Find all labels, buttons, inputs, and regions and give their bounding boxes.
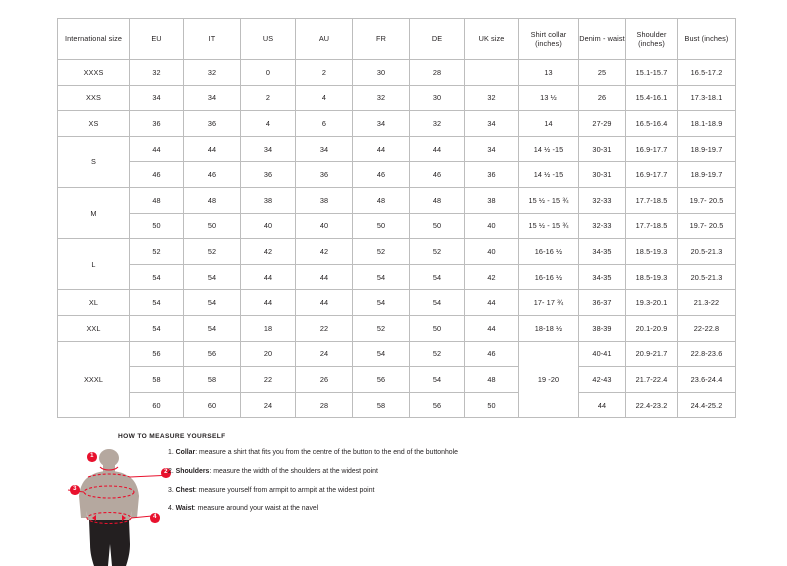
body-measurement-illustration: [60, 448, 165, 566]
instruction-text: : measure around your waist at the navel: [193, 505, 319, 513]
column-header-denim-waist: Denim - waist: [579, 19, 626, 60]
cell-shoulder: 18.5-19.3: [626, 264, 678, 290]
cell-au: 44: [296, 264, 353, 290]
cell-fr: 32: [353, 85, 410, 111]
instruction-text: : measure yourself from armpit to armpit at the widest point: [194, 486, 375, 494]
column-header-shoulder: Shoulder (inches): [626, 19, 678, 60]
table-row: [58, 290, 736, 316]
measure-instruction: [168, 505, 668, 513]
cell-eu: 46: [130, 162, 184, 188]
cell-au: 40: [296, 213, 353, 239]
cell-fr: 44: [353, 136, 410, 162]
column-header-fr: FR: [353, 19, 410, 60]
cell-de: 32: [410, 111, 465, 137]
cell-shoulder: 16.9-17.7: [626, 162, 678, 188]
cell-bust: 24.4-25.2: [678, 392, 736, 418]
cell-us: 24: [241, 392, 296, 418]
column-header-us: US: [241, 19, 296, 60]
cell-collar: 13 ½: [519, 85, 579, 111]
cell-denim: 40-41: [579, 341, 626, 367]
cell-bust: 22.8-23.6: [678, 341, 736, 367]
cell-international-size: XXXL: [58, 341, 130, 418]
cell-fr: 54: [353, 341, 410, 367]
cell-de: 44: [410, 136, 465, 162]
table-row: [58, 85, 736, 111]
cell-de: 30: [410, 85, 465, 111]
cell-de: 54: [410, 367, 465, 393]
callout-4: 4: [150, 513, 160, 523]
cell-denim: 42-43: [579, 367, 626, 393]
cell-it: 46: [184, 162, 241, 188]
cell-denim: 27-29: [579, 111, 626, 137]
cell-international-size: XXL: [58, 315, 130, 341]
cell-uk: 34: [465, 111, 519, 137]
cell-it: 32: [184, 60, 241, 86]
cell-de: 52: [410, 341, 465, 367]
cell-us: 38: [241, 187, 296, 213]
cell-de: 50: [410, 213, 465, 239]
measure-instruction: [168, 468, 668, 476]
cell-it: 36: [184, 111, 241, 137]
cell-uk: 40: [465, 213, 519, 239]
cell-fr: 58: [353, 392, 410, 418]
column-header-uk-size: UK size: [465, 19, 519, 60]
column-header-it: IT: [184, 19, 241, 60]
cell-fr: 34: [353, 111, 410, 137]
measure-instruction: [168, 487, 668, 495]
cell-au: 38: [296, 187, 353, 213]
cell-denim: 25: [579, 60, 626, 86]
how-to-measure-title: HOW TO MEASURE YOURSELF: [118, 433, 226, 440]
cell-de: 54: [410, 264, 465, 290]
cell-us: 18: [241, 315, 296, 341]
table-row: [58, 60, 736, 86]
cell-bust: 17.3-18.1: [678, 85, 736, 111]
cell-collar: 13: [519, 60, 579, 86]
cell-us: 0: [241, 60, 296, 86]
table-row: [58, 392, 736, 418]
cell-us: 40: [241, 213, 296, 239]
cell-au: 26: [296, 367, 353, 393]
cell-de: 54: [410, 290, 465, 316]
cell-denim: 34-35: [579, 264, 626, 290]
cell-denim: 30-31: [579, 136, 626, 162]
table-row: [58, 367, 736, 393]
cell-eu: 36: [130, 111, 184, 137]
cell-eu: 32: [130, 60, 184, 86]
cell-it: 52: [184, 239, 241, 265]
cell-au: 2: [296, 60, 353, 86]
table-row: [58, 162, 736, 188]
cell-us: 34: [241, 136, 296, 162]
cell-bust: 20.5-21.3: [678, 239, 736, 265]
instruction-text: : measure a shirt that fits you from the centre of the button to the end of the buttonhole: [195, 449, 458, 456]
cell-it: 48: [184, 187, 241, 213]
cell-us: 20: [241, 341, 296, 367]
cell-fr: 46: [353, 162, 410, 188]
table-row: [58, 187, 736, 213]
cell-au: 22: [296, 315, 353, 341]
cell-shoulder: 21.7-22.4: [626, 367, 678, 393]
cell-us: 42: [241, 239, 296, 265]
cell-it: 44: [184, 136, 241, 162]
cell-de: 28: [410, 60, 465, 86]
cell-eu: 34: [130, 85, 184, 111]
column-header-au: AU: [296, 19, 353, 60]
figure-svg: [60, 448, 165, 566]
cell-it: 56: [184, 341, 241, 367]
cell-shoulder: 17.7-18.5: [626, 213, 678, 239]
cell-uk: 40: [465, 239, 519, 265]
cell-uk: 32: [465, 85, 519, 111]
cell-au: 6: [296, 111, 353, 137]
cell-international-size: XXXS: [58, 60, 130, 86]
callout-2: 2: [161, 468, 171, 478]
column-header-de: DE: [410, 19, 465, 60]
instruction-number: 3.: [168, 486, 174, 494]
cell-it: 60: [184, 392, 241, 418]
instruction-text: : measure the width of the shoulders at the widest point: [209, 467, 378, 475]
cell-de: 56: [410, 392, 465, 418]
cell-shoulder: 15.1-15.7: [626, 60, 678, 86]
cell-international-size: L: [58, 239, 130, 290]
cell-shoulder: 15.4-16.1: [626, 85, 678, 111]
cell-uk: 48: [465, 367, 519, 393]
cell-collar: 16-16 ½: [519, 264, 579, 290]
instruction-term: Chest: [175, 486, 195, 494]
cell-collar: 15 ½ - 15 ¾: [519, 213, 579, 239]
cell-it: 58: [184, 367, 241, 393]
cell-us: 4: [241, 111, 296, 137]
cell-uk: [465, 60, 519, 86]
cell-international-size: M: [58, 187, 130, 238]
cell-shoulder: 20.1-20.9: [626, 315, 678, 341]
cell-bust: 19.7- 20.5: [678, 213, 736, 239]
callout-1: 1: [87, 452, 97, 462]
cell-au: 44: [296, 290, 353, 316]
cell-bust: 18.1-18.9: [678, 111, 736, 137]
cell-denim: 32-33: [579, 213, 626, 239]
cell-fr: 52: [353, 315, 410, 341]
cell-denim: 36-37: [579, 290, 626, 316]
cell-collar: 19 -20: [519, 341, 579, 418]
instruction-term: Collar: [175, 449, 196, 456]
cell-uk: 34: [465, 136, 519, 162]
cell-shoulder: 19.3-20.1: [626, 290, 678, 316]
cell-it: 54: [184, 315, 241, 341]
cell-shoulder: 22.4-23.2: [626, 392, 678, 418]
measure-instruction: [168, 449, 668, 457]
cell-fr: 52: [353, 239, 410, 265]
cell-shoulder: 17.7-18.5: [626, 187, 678, 213]
cell-bust: 16.5-17.2: [678, 60, 736, 86]
cell-uk: 38: [465, 187, 519, 213]
cell-it: 50: [184, 213, 241, 239]
cell-collar: 14 ½ -15: [519, 136, 579, 162]
cell-us: 36: [241, 162, 296, 188]
cell-denim: 32-33: [579, 187, 626, 213]
cell-eu: 56: [130, 341, 184, 367]
cell-denim: 30-31: [579, 162, 626, 188]
cell-uk: 36: [465, 162, 519, 188]
table-header-row: [58, 19, 736, 60]
cell-bust: 19.7- 20.5: [678, 187, 736, 213]
cell-bust: 23.6-24.4: [678, 367, 736, 393]
cell-denim: 38-39: [579, 315, 626, 341]
cell-it: 54: [184, 290, 241, 316]
cell-au: 34: [296, 136, 353, 162]
cell-au: 4: [296, 85, 353, 111]
cell-fr: 50: [353, 213, 410, 239]
instruction-term: Shoulders: [175, 467, 210, 475]
cell-collar: 17- 17 ¾: [519, 290, 579, 316]
cell-collar: 15 ½ - 15 ¾: [519, 187, 579, 213]
instruction-number: 2.: [168, 467, 174, 475]
cell-eu: 60: [130, 392, 184, 418]
table-row: [58, 239, 736, 265]
callout-3: 3: [70, 485, 80, 495]
cell-uk: 44: [465, 315, 519, 341]
cell-fr: 54: [353, 290, 410, 316]
cell-international-size: XXS: [58, 85, 130, 111]
cell-bust: 20.5-21.3: [678, 264, 736, 290]
cell-us: 44: [241, 290, 296, 316]
cell-us: 2: [241, 85, 296, 111]
cell-uk: 44: [465, 290, 519, 316]
cell-eu: 44: [130, 136, 184, 162]
table-row: [58, 341, 736, 367]
cell-eu: 48: [130, 187, 184, 213]
cell-collar: 18-18 ½: [519, 315, 579, 341]
instruction-term: Waist: [175, 505, 194, 513]
table-row: [58, 264, 736, 290]
table-row: [58, 213, 736, 239]
cell-de: 52: [410, 239, 465, 265]
cell-de: 46: [410, 162, 465, 188]
cell-uk: 50: [465, 392, 519, 418]
cell-bust: 18.9-19.7: [678, 162, 736, 188]
cell-eu: 52: [130, 239, 184, 265]
cell-fr: 56: [353, 367, 410, 393]
cell-eu: 58: [130, 367, 184, 393]
cell-it: 34: [184, 85, 241, 111]
cell-denim: 34-35: [579, 239, 626, 265]
cell-it: 54: [184, 264, 241, 290]
cell-collar: 14: [519, 111, 579, 137]
cell-us: 44: [241, 264, 296, 290]
measure-instructions-list: [168, 449, 668, 524]
cell-au: 42: [296, 239, 353, 265]
table-row: [58, 136, 736, 162]
instruction-number: 1.: [168, 449, 174, 456]
cell-us: 22: [241, 367, 296, 393]
cell-shoulder: 18.5-19.3: [626, 239, 678, 265]
cell-au: 36: [296, 162, 353, 188]
cell-eu: 50: [130, 213, 184, 239]
cell-fr: 54: [353, 264, 410, 290]
column-header-eu: EU: [130, 19, 184, 60]
column-header-shirt-collar: Shirt collar (inches): [519, 19, 579, 60]
cell-international-size: XS: [58, 111, 130, 137]
cell-denim: 26: [579, 85, 626, 111]
cell-collar: 16-16 ½: [519, 239, 579, 265]
cell-bust: 18.9-19.7: [678, 136, 736, 162]
cell-shoulder: 16.5-16.4: [626, 111, 678, 137]
table-body: [58, 60, 736, 418]
cell-shoulder: 16.9-17.7: [626, 136, 678, 162]
cell-international-size: XL: [58, 290, 130, 316]
cell-de: 50: [410, 315, 465, 341]
cell-international-size: S: [58, 136, 130, 187]
cell-de: 48: [410, 187, 465, 213]
size-chart-table: [57, 18, 736, 418]
cell-eu: 54: [130, 290, 184, 316]
cell-fr: 48: [353, 187, 410, 213]
table-row: [58, 111, 736, 137]
cell-uk: 46: [465, 341, 519, 367]
cell-bust: 21.3-22: [678, 290, 736, 316]
instruction-number: 4.: [168, 505, 174, 513]
column-header-bust: Bust (inches): [678, 19, 736, 60]
cell-fr: 30: [353, 60, 410, 86]
cell-shoulder: 20.9-21.7: [626, 341, 678, 367]
column-header-international-size: International size: [58, 19, 130, 60]
cell-denim: 44: [579, 392, 626, 418]
table-row: [58, 315, 736, 341]
cell-bust: 22-22.8: [678, 315, 736, 341]
cell-au: 28: [296, 392, 353, 418]
cell-uk: 42: [465, 264, 519, 290]
cell-au: 24: [296, 341, 353, 367]
cell-eu: 54: [130, 315, 184, 341]
cell-eu: 54: [130, 264, 184, 290]
cell-collar: 14 ½ -15: [519, 162, 579, 188]
